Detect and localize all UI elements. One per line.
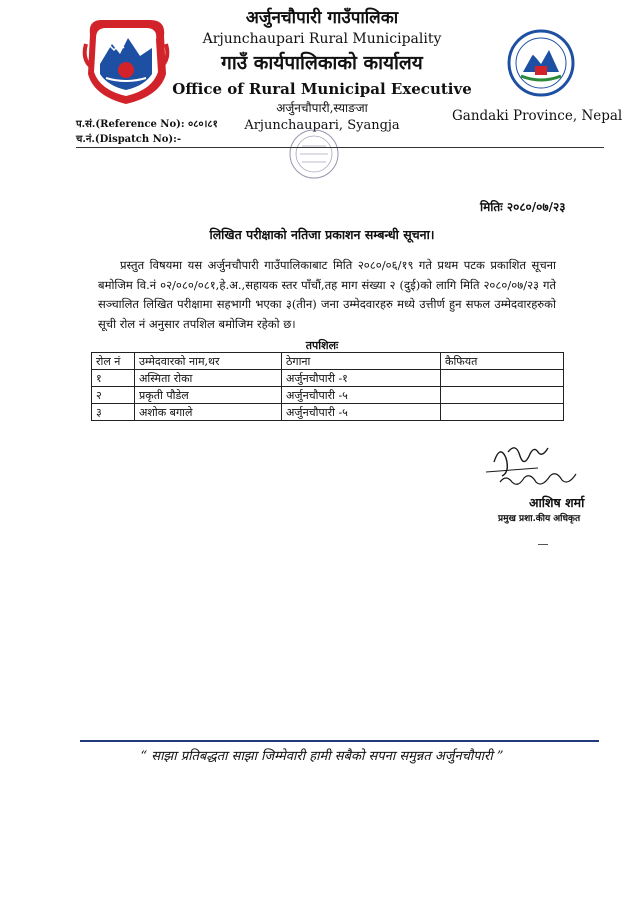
official-stamp xyxy=(262,116,366,184)
cell-candidate-name: अशोक बगाले xyxy=(135,404,282,421)
table-row xyxy=(92,404,564,421)
footer-motto: “ साझा प्रतिबद्धता साझा जिम्मेवारी हामी सबैको सपना समुन्नत अर्जुनचौपारी ” xyxy=(140,749,504,764)
signatory-title: प्रमुख प्रशा.कीय अधिकृत xyxy=(498,514,581,524)
cell-address: अर्जुनचौपारी -५ xyxy=(282,404,441,421)
cell-address: अर्जुनचौपारी -५ xyxy=(282,387,441,404)
cell-remarks xyxy=(441,387,564,404)
cell-roll-no: ३ xyxy=(92,404,135,421)
handwritten-signature xyxy=(480,432,590,494)
address-english: Arjunchaupari, Syangja xyxy=(244,118,400,133)
header-remarks: कैफियत xyxy=(441,353,564,370)
municipality-name-nepali: अर्जुनचौपारी गाउँपालिका xyxy=(245,8,399,28)
header-roll-no: रोल नं xyxy=(92,353,135,370)
dispatch-number: च.नं.(Dispatch No):- xyxy=(76,134,182,145)
header-candidate-name: उम्मेदवारको नाम,थर xyxy=(135,353,282,370)
table-header-row xyxy=(92,353,564,370)
small-mark xyxy=(538,544,548,545)
table-row xyxy=(92,370,564,387)
notice-subject: लिखित परीक्षाको नतिजा प्रकाशन सम्बन्धी सूचना। xyxy=(209,227,435,242)
signatory-name: आशिष शर्मा xyxy=(529,495,585,510)
cell-candidate-name: अस्मिता रोका xyxy=(135,370,282,387)
cell-remarks xyxy=(441,370,564,387)
address-nepali: अर्जुनचौपारी,स्याङजा xyxy=(276,101,368,115)
table-row xyxy=(92,387,564,404)
cell-remarks xyxy=(441,404,564,421)
cell-roll-no: २ xyxy=(92,387,135,404)
cell-candidate-name: प्रकृती पौडेल xyxy=(135,387,282,404)
office-name-nepali: गाउँ कार्यपालिकाको कार्यालय xyxy=(221,52,423,74)
notice-body: प्रस्तुत विषयमा यस अर्जुनचौपारी गाउँपालिकाबाट मिति २०८०/०६/१९ गते प्रथम पटक प्रकाशित सूचना बमोजिम वि.नं ०२/०८०/०८१,हे.अ.,सहायक स्तर पाँचौं,तह माग संख्या २ (दुई)को लागि मिति २०८०/०७/२३ गते सञ्चालित लिखित परीक्षामा सहभागी भएका ३(तीन) जना उम्मेदवारहरु मध्ये उत्तीर्ण हुन सफल उम्मेदवारहरुको सूची रोल नं अनुसार तपशिल बमोजिम रहेको छ। xyxy=(98,258,556,331)
header-address: ठेगाना xyxy=(282,353,441,370)
footer-divider xyxy=(80,740,599,742)
municipality-name-english: Arjunchaupari Rural Municipality xyxy=(202,31,442,47)
results-table xyxy=(91,352,564,421)
header-divider xyxy=(76,147,604,148)
details-label: तपशिलः xyxy=(305,339,339,352)
cell-roll-no: १ xyxy=(92,370,135,387)
cell-address: अर्जुनचौपारी -१ xyxy=(282,370,441,387)
office-name-english: Office of Rural Municipal Executive xyxy=(172,80,472,98)
notice-date: मितिः २०८०/०७/२३ xyxy=(480,200,566,214)
province-label: Gandaki Province, Nepal xyxy=(452,108,623,124)
reference-number: प.सं.(Reference No): ०८०।८१ xyxy=(76,119,218,130)
